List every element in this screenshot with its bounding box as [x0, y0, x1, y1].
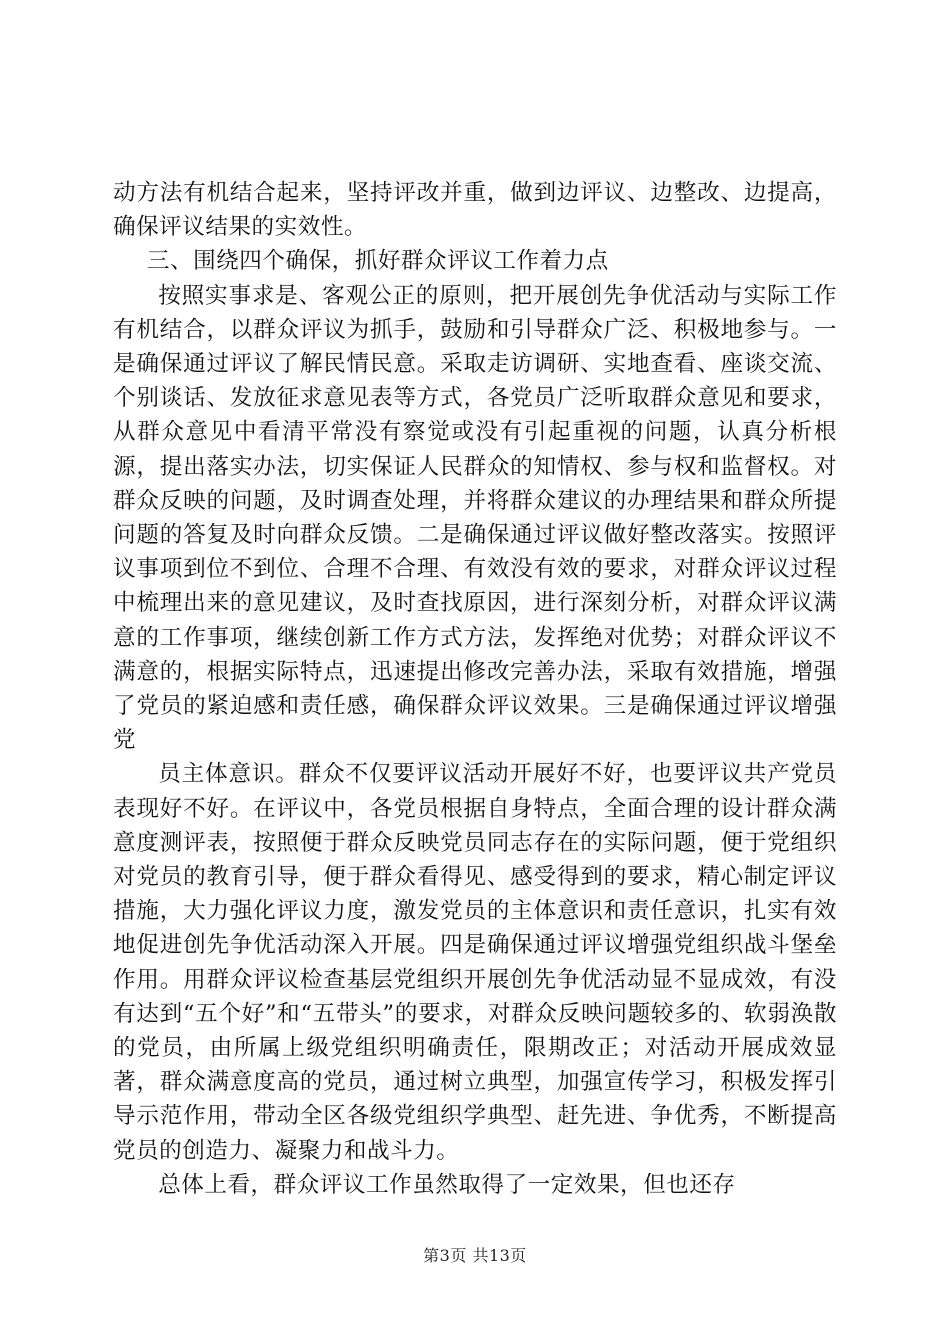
document-body	[113, 176, 837, 1202]
page-number-footer: 第3页 共13页	[423, 1246, 527, 1265]
section-heading: 三、围绕四个确保，抓好群众评议工作着力点	[146, 248, 609, 275]
paragraph: 员主体意识。群众不仅要评议活动开展好不好，也要评议共产党员表现好不好。在评议中，各党员根据自身特点，全面合理的设计群众满意度测评表，按照便于群众反映党员同志存在的实际问题，便于党组织对党员的教育引导，便于群众看得见、感受得到的要求，精心制定评议措施，大力强化评议力度，激发党员的主体意识和责任意识，扎实有效地促进创先争优活动深入开展。四是确保通过评议增强党组织战斗堡垒作用。用群众评议检查基层党组织开展创先争优活动显不显成效，有没有达到“五个好”和“五带头”的要求，对群众反映问题较多的、软弱涣散的党员，由所属上级党组织明确责任，限期改正；对活动开展成效显著，群众满意度高的党员，通过树立典型，加强宣传学习，积极发挥引导示范作用，带动全区各级党组织学典型、赶先进、争优秀，不断提高党员的创造力、凝聚力和战斗力。	[113, 761, 837, 1164]
paragraph: 按照实事求是、客观公正的原则，把开展创先争优活动与实际工作有机结合，以群众评议为抓手，鼓励和引导群众广泛、积极地参与。一是确保通过评议了解民情民意。采取走访调研、实地查看、座谈交流、个别谈话、发放征求意见表等方式，各党员广泛听取群众意见和要求，从群众意见中看清平常没有察觉或没有引起重视的问题，认真分析根源，提出落实办法，切实保证人民群众的知情权、参与权和监督权。对群众反映的问题，及时调查处理，并将群众建议的办理结果和群众所提问题的答复及时向群众反馈。二是确保通过评议做好整改落实。按照评议事项到位不到位、合理不合理、有效没有效的要求，对群众评议过程中梳理出来的意见建议，及时查找原因，进行深刻分析，对群众评议满意的工作事项，继续创新工作方式方法，发挥绝对优势；对群众评议不满意的，根据实际特点，迅速提出修改完善办法，采取有效措施，增强了党员的紧迫感和责任感，确保群众评议效果。三是确保通过评议增强党	[113, 282, 837, 754]
paragraph-continuation: 动方法有机结合起来，坚持评改并重，做到边评议、边整改、边提高，确保评议结果的实效性。	[113, 180, 837, 241]
paragraph: 总体上看，群众评议工作虽然取得了一定效果，但也还存	[158, 1171, 736, 1198]
